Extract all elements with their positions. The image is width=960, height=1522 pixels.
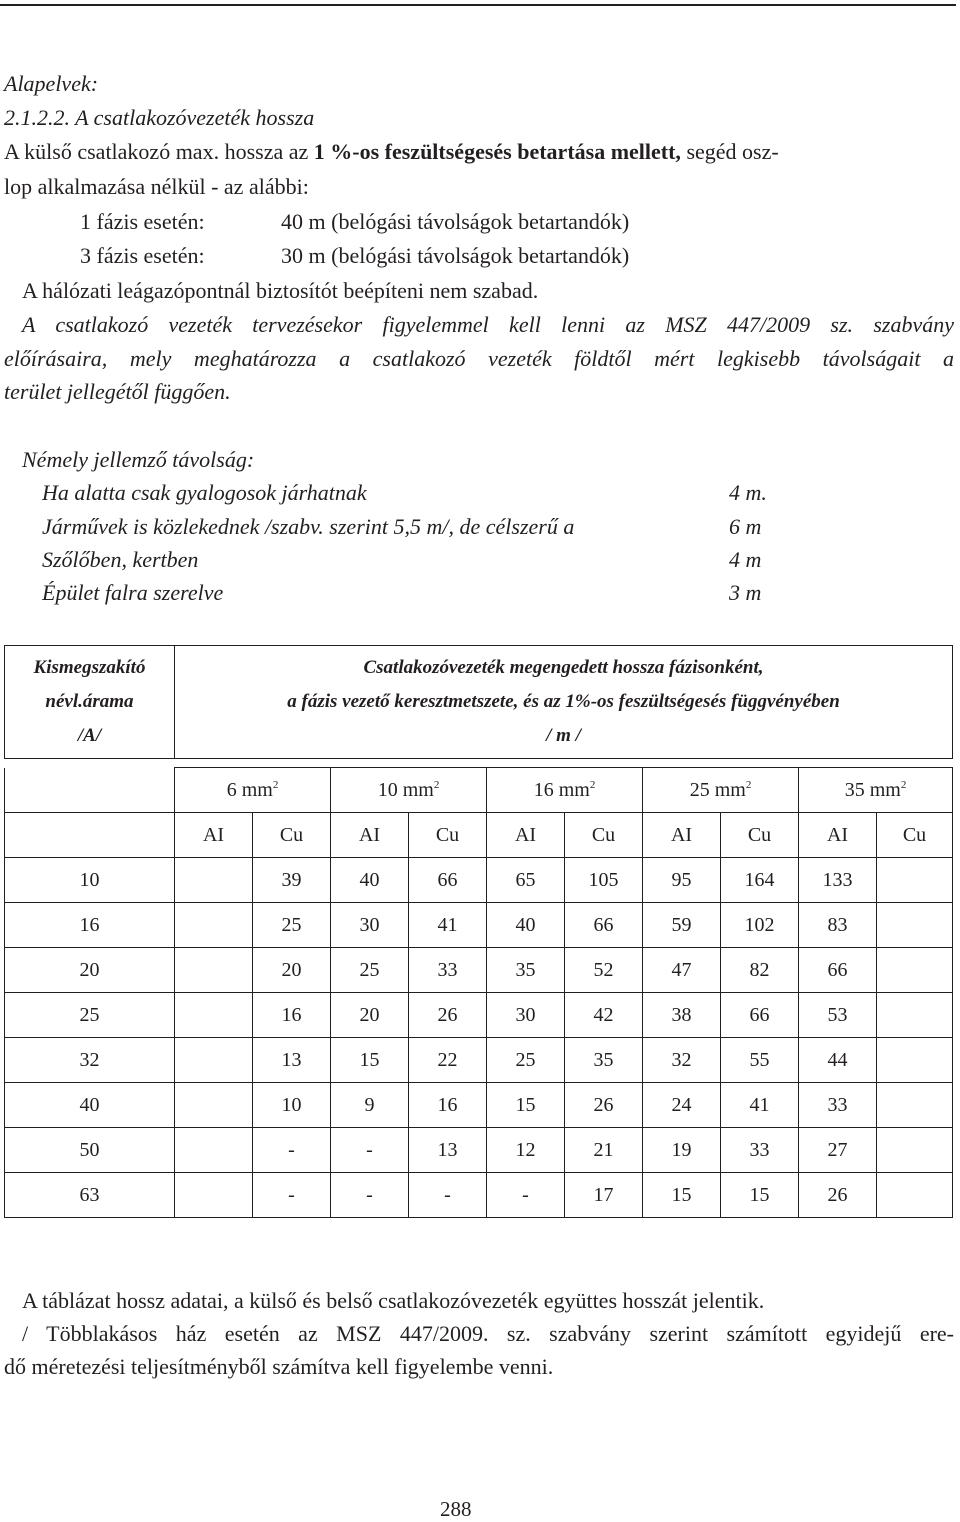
length-cell: 25: [253, 903, 331, 948]
breaker-current-cell: 20: [5, 948, 175, 993]
length-cell: 52: [565, 948, 643, 993]
breaker-current-cell: 32: [5, 1038, 175, 1083]
length-cell: -: [331, 1128, 409, 1173]
length-cell: 59: [643, 903, 721, 948]
length-cell: 13: [253, 1038, 331, 1083]
length-cell: [877, 1173, 953, 1218]
material-cell: Cu: [877, 813, 953, 858]
length-cell: 15: [643, 1173, 721, 1218]
length-cell: [877, 993, 953, 1038]
length-cell: 19: [643, 1128, 721, 1173]
phase3-value: 30 m (belógási távolságok betartandók): [281, 243, 630, 268]
table-header-row: [5, 646, 953, 759]
breaker-current-cell: 50: [5, 1128, 175, 1173]
table-row: [5, 858, 953, 903]
table-row: [5, 1038, 953, 1083]
length-cell: 32: [643, 1038, 721, 1083]
length-cell: 83: [799, 903, 877, 948]
length-cell: 66: [799, 948, 877, 993]
header-line: Kismegszakító: [33, 657, 146, 678]
length-cell: 39: [253, 858, 331, 903]
page-number: 288: [440, 1497, 472, 1521]
standard-note-line-2: előírásaira, mely meghatározza a csatlakozó vezeték földtől mért legkisebb távolságait a: [4, 346, 954, 371]
header-line: névl.árama: [45, 691, 134, 712]
length-cell: 66: [565, 903, 643, 948]
length-cell: [175, 1038, 253, 1083]
length-cell: 164: [721, 858, 799, 903]
length-cell: 53: [799, 993, 877, 1038]
length-cell: [175, 858, 253, 903]
length-cell: 27: [799, 1128, 877, 1173]
table-row: [5, 948, 953, 993]
material-cell: Cu: [253, 813, 331, 858]
header-line: /A/: [77, 725, 102, 746]
length-cell: 10: [253, 1083, 331, 1128]
standard-note-line-1: A csatlakozó vezeték tervezésekor figyelemmel kell lenni az MSZ 447/2009 sz. szabvány: [22, 312, 954, 337]
length-cell: 40: [331, 858, 409, 903]
length-cell: 33: [799, 1083, 877, 1128]
phase1-label: 1 fázis esetén:: [80, 209, 205, 234]
material-cell: AI: [799, 813, 877, 858]
length-cell: 33: [721, 1128, 799, 1173]
length-cell: 16: [253, 993, 331, 1038]
length-cell: [175, 1128, 253, 1173]
cross-section-cell: 6 $mm^2$: [175, 768, 331, 813]
length-cell: [175, 1083, 253, 1128]
length-cell: 26: [409, 993, 487, 1038]
length-cell: [877, 1038, 953, 1083]
material-cell: AI: [643, 813, 721, 858]
length-cell: -: [253, 1173, 331, 1218]
distance-label: Ha alatta csak gyalogosok járhatnak: [42, 480, 367, 505]
empty-cell: [5, 813, 175, 858]
length-cell: 41: [409, 903, 487, 948]
length-cell: -: [331, 1173, 409, 1218]
length-cell: 12: [487, 1128, 565, 1173]
material-cell: Cu: [565, 813, 643, 858]
footer-note-line-2: / Többlakásos ház esetén az MSZ 447/2009. sz. szabvány szerint számított egyidejű ere-: [22, 1321, 954, 1346]
length-cell: [877, 903, 953, 948]
cross-section-cell: 25 $mm^2$: [643, 768, 799, 813]
length-cell: [877, 1083, 953, 1128]
length-cell: 47: [643, 948, 721, 993]
material-cell: Cu: [721, 813, 799, 858]
length-cell: 25: [331, 948, 409, 993]
table-row: [5, 993, 953, 1038]
length-cell: 82: [721, 948, 799, 993]
length-cell: 17: [565, 1173, 643, 1218]
material-cell: AI: [487, 813, 565, 858]
length-cell: 30: [331, 903, 409, 948]
standard-note-line-3: terület jellegétől függően.: [4, 379, 231, 404]
length-cell: 24: [643, 1083, 721, 1128]
breaker-current-cell: 63: [5, 1173, 175, 1218]
distance-label: Járművek is közlekednek /szabv. szerint 5,5 m/, de célszerű a: [42, 514, 575, 539]
fuse-note: A hálózati leágazópontnál biztosítót beépíteni nem szabad.: [22, 278, 539, 303]
length-cell: [175, 1173, 253, 1218]
intro-line-1: A külső csatlakozó max. hossza az 1 %-os feszültségesés betartása mellett, segéd osz-: [4, 139, 779, 164]
length-cell: -: [253, 1128, 331, 1173]
cable-length-header: [175, 646, 953, 759]
length-cell: 44: [799, 1038, 877, 1083]
length-cell: 15: [331, 1038, 409, 1083]
table-row: [5, 1173, 953, 1218]
distance-label: Szőlőben, kertben: [42, 547, 199, 572]
material-row: [5, 813, 953, 858]
distance-value: 3 m: [729, 580, 762, 605]
length-cell: [877, 858, 953, 903]
distances-title: Némely jellemző távolság:: [22, 447, 255, 472]
length-cell: 38: [643, 993, 721, 1038]
length-cell: 105: [565, 858, 643, 903]
length-cell: 20: [253, 948, 331, 993]
table-row: [5, 903, 953, 948]
distance-label: Épület falra szerelve: [42, 580, 224, 605]
header-line: a fázis vezető keresztmetszete, és az 1%-os feszültségesés függvényében: [287, 691, 840, 712]
length-cell: 41: [721, 1083, 799, 1128]
footer-note-line-3: dő méretezési teljesítményből számítva kell figyelembe venni.: [4, 1354, 554, 1379]
length-cell: 16: [409, 1083, 487, 1128]
top-rule: [0, 4, 956, 6]
principles-heading: Alapelvek:: [4, 71, 99, 96]
table-row: [5, 1128, 953, 1173]
empty-cell: [5, 768, 175, 813]
phase1-value: 40 m (belógási távolságok betartandók): [281, 209, 630, 234]
length-cell: 55: [721, 1038, 799, 1083]
length-cell: 15: [721, 1173, 799, 1218]
length-cell: 35: [565, 1038, 643, 1083]
length-cell: [877, 1128, 953, 1173]
header-line: Csatlakozóvezeték megengedett hossza fázisonként,: [363, 657, 764, 678]
length-cell: -: [487, 1173, 565, 1218]
length-cell: 20: [331, 993, 409, 1038]
material-cell: AI: [331, 813, 409, 858]
breaker-current-cell: 10: [5, 858, 175, 903]
length-cell: 22: [409, 1038, 487, 1083]
distance-value: 4 m.: [729, 480, 767, 505]
table-gap-row: [5, 759, 953, 768]
length-cell: 133: [799, 858, 877, 903]
length-cell: 15: [487, 1083, 565, 1128]
phase3-label: 3 fázis esetén:: [80, 243, 205, 268]
length-cell: 9: [331, 1083, 409, 1128]
cross-section-cell: 10 $mm^2$: [331, 768, 487, 813]
breaker-current-header: [5, 646, 175, 759]
cross-section-row: [5, 768, 953, 813]
length-cell: 66: [409, 858, 487, 903]
length-cell: 26: [565, 1083, 643, 1128]
header-line: / m /: [546, 725, 581, 746]
length-cell: 40: [487, 903, 565, 948]
length-cell: 66: [721, 993, 799, 1038]
length-cell: 65: [487, 858, 565, 903]
length-cell: 102: [721, 903, 799, 948]
length-cell: 42: [565, 993, 643, 1038]
breaker-current-cell: 40: [5, 1083, 175, 1128]
cross-section-cell: 35 $mm^2$: [799, 768, 953, 813]
length-cell: [877, 948, 953, 993]
footer-note-line-1: A táblázat hossz adatai, a külső és belső csatlakozóvezeték együttes hosszát jelentik.: [22, 1288, 765, 1313]
distance-value: 6 m: [729, 514, 762, 539]
length-cell: 30: [487, 993, 565, 1038]
cross-section-cell: 16 $mm^2$: [487, 768, 643, 813]
intro-line-2: lop alkalmazása nélkül - az alábbi:: [4, 174, 309, 199]
length-cell: 26: [799, 1173, 877, 1218]
length-cell: 13: [409, 1128, 487, 1173]
table-row: [5, 1083, 953, 1128]
distance-value: 4 m: [729, 547, 762, 572]
length-cell: [175, 903, 253, 948]
material-cell: Cu: [409, 813, 487, 858]
length-cell: 33: [409, 948, 487, 993]
length-cell: 21: [565, 1128, 643, 1173]
length-cell: 25: [487, 1038, 565, 1083]
material-cell: AI: [175, 813, 253, 858]
length-cell: [175, 948, 253, 993]
length-cell: [175, 993, 253, 1038]
length-cell: 35: [487, 948, 565, 993]
cable-length-table: [4, 645, 953, 1218]
length-cell: -: [409, 1173, 487, 1218]
section-heading: 2.1.2.2. A csatlakozóvezeték hossza: [4, 105, 315, 130]
breaker-current-cell: 25: [5, 993, 175, 1038]
breaker-current-cell: 16: [5, 903, 175, 948]
table-body: [5, 646, 953, 1218]
length-cell: 95: [643, 858, 721, 903]
